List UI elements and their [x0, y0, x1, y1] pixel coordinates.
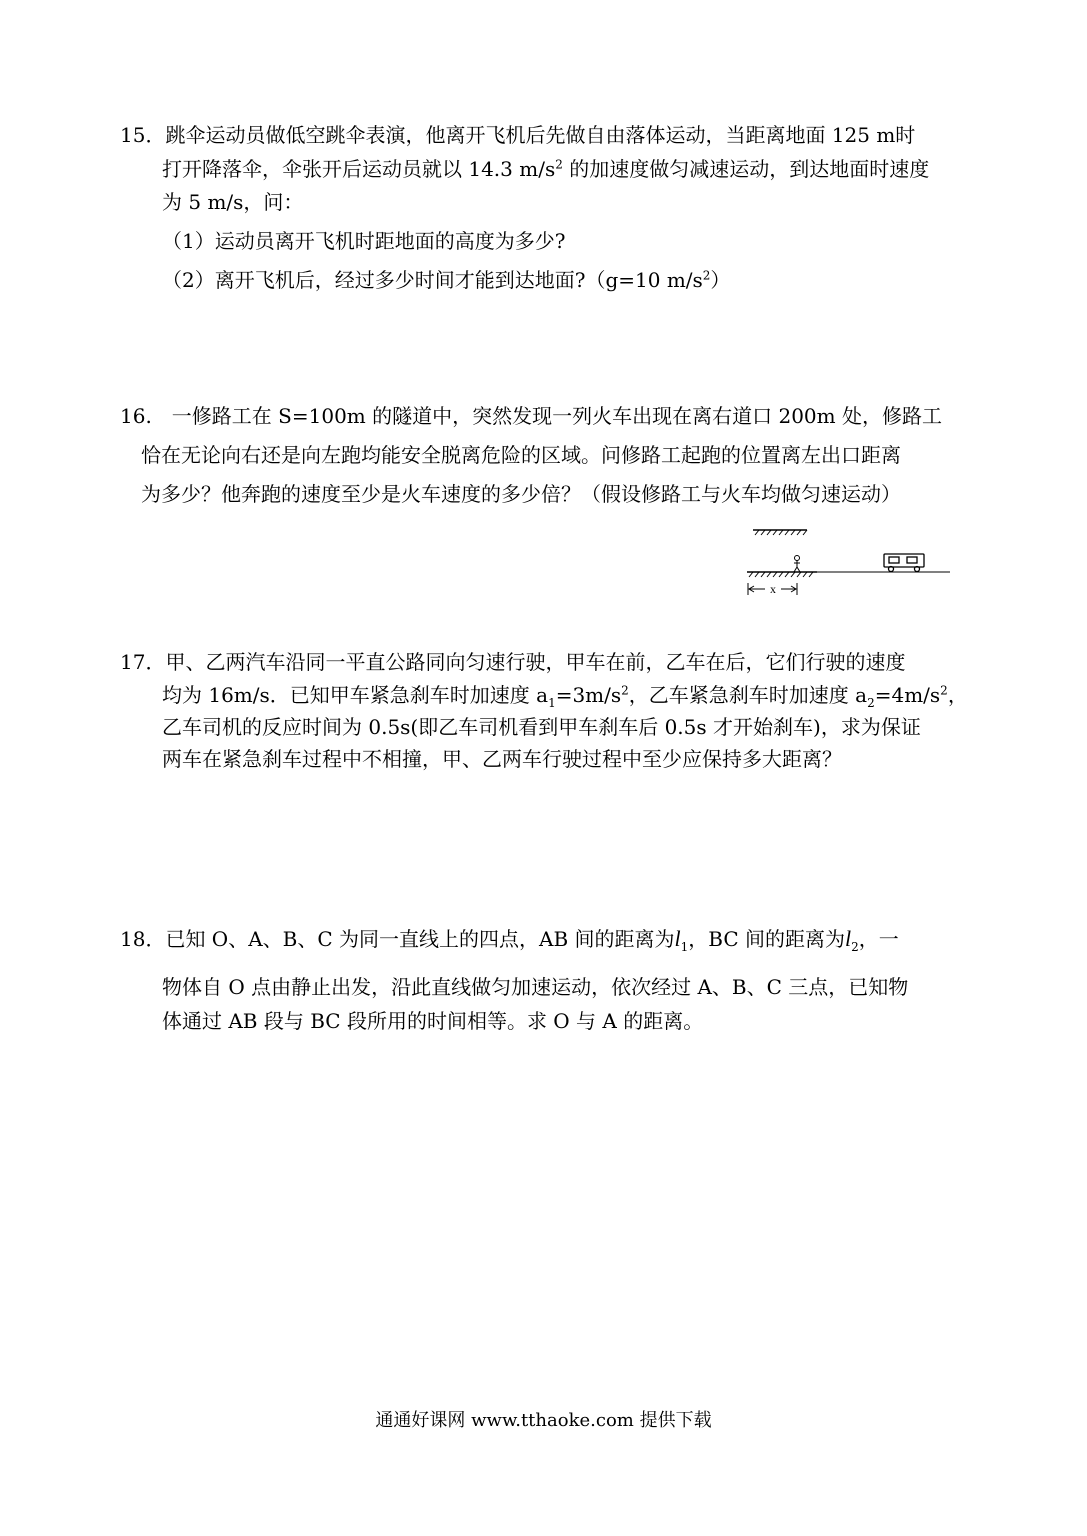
q18-line-3: 体通过 AB 段与 BC 段所用的时间相等。求 O 与 A 的距离。: [162, 1009, 704, 1033]
q15-line-2: 打开降落伞，伞张开后运动员就以 14.3 $m/s^2$ 的加速度做匀减速运动，到达地面时速度: [162, 157, 930, 181]
q18-line-2: 物体自 O 点由静止出发，沿此直线做匀加速运动，依次经过 A、B、C 三点，已知物: [162, 975, 909, 999]
q17-line-4: 两车在紧急刹车过程中不相撞，甲、乙两车行驶过程中至少应保持多大距离？: [162, 747, 842, 771]
q17-line-3: 乙车司机的反应时间为 0.5s(即乙车司机看到甲车刹车后 0.5s 才开始刹车)，求为保证: [162, 715, 921, 739]
distance-x-label: x: [770, 582, 776, 596]
worker-figure: [794, 556, 800, 573]
q16-line-3: 为多少？他奔跑的速度至少是火车速度的多少倍？（假设修路工与火车均做匀速运动）: [141, 482, 901, 506]
q18-line-1: 18．已知 O、A、B、C 为同一直线上的四点，AB 间的距离为$l_1$，BC 间的距离为$l_2$，一: [120, 926, 899, 954]
q15-sub-question-1: （1）运动员离开飞机时距地面的高度为多少?: [162, 229, 566, 253]
tunnel-ceiling: [753, 530, 807, 535]
q17-line-1: 17．甲、乙两汽车沿同一平直公路同向匀速行驶，甲车在前，乙车在后，它们行驶的速度: [120, 650, 906, 674]
q16-line-1: 16. 一修路工在 S=100m 的隧道中，突然发现一列火车出现在离右道口 200m 处，修路工: [120, 404, 942, 428]
tunnel-diagram: [745, 520, 955, 600]
q15-sub-question-2: （2）离开飞机后，经过多少时间才能到达地面?（g=10 $m/s^2$）: [162, 268, 731, 292]
q15-line-3: 为 5 m/s，问：: [162, 190, 304, 214]
tunnel-floor: [747, 572, 817, 577]
train-car: [884, 554, 924, 572]
q17-line-2: 均为 16m/s．已知甲车紧急刹车时加速度 $a_1=3m/s^2$，乙车紧急刹车时加速度 $a_2=4m/s^2$，: [162, 683, 968, 710]
q16-line-2: 恰在无论向右还是向左跑均能安全脱离危险的区域。问修路工起跑的位置离左出口距离: [141, 443, 901, 467]
page-footer: 通通好课网 www.tthaoke.com 提供下载: [375, 1410, 712, 1431]
q15-line-1: 15．跳伞运动员做低空跳伞表演，他离开飞机后先做自由落体运动，当距离地面 125 m时: [120, 123, 916, 147]
